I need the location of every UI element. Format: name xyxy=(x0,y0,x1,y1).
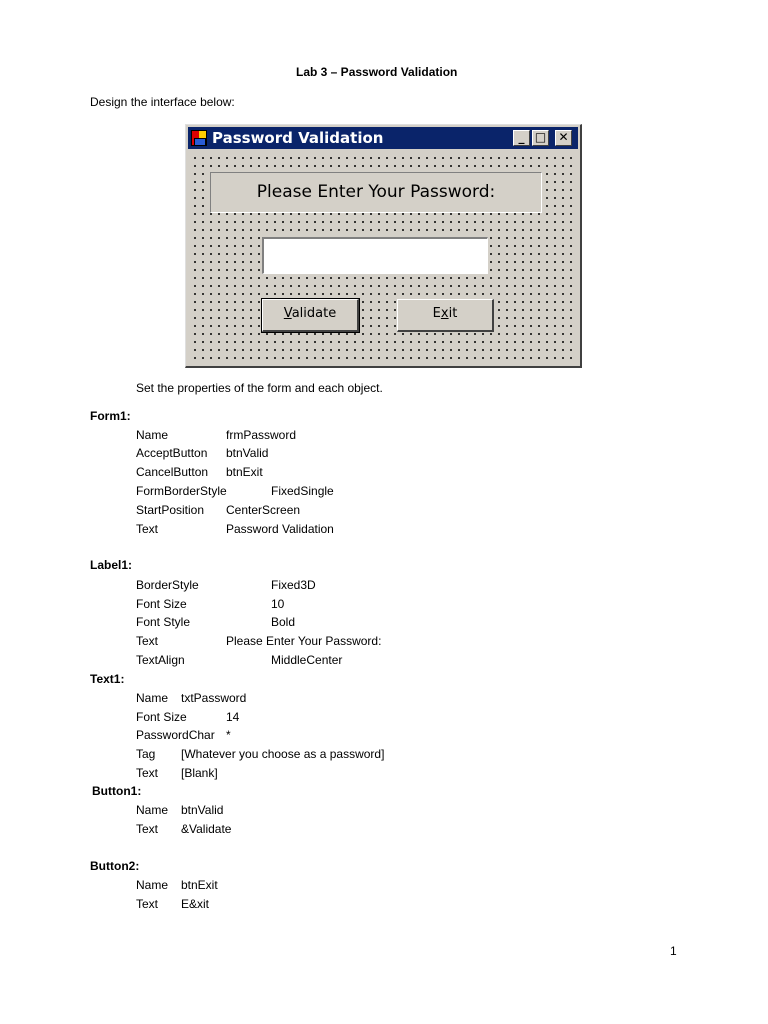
property-value: 14 xyxy=(226,710,240,724)
property-name: Tag xyxy=(136,747,156,761)
property-name: StartPosition xyxy=(136,503,205,517)
property-name: Name xyxy=(136,691,169,705)
property-name: Text xyxy=(136,897,159,911)
property-value: E&xit xyxy=(181,897,210,911)
property-value: [Whatever you choose as a password] xyxy=(181,747,385,761)
property-value: Fixed3D xyxy=(271,578,316,592)
password-prompt-label: Please Enter Your Password: xyxy=(210,172,542,213)
property-value: 10 xyxy=(271,597,285,611)
property-value: &Validate xyxy=(181,822,232,836)
intro-text: Design the interface below: xyxy=(90,95,235,109)
property-value: MiddleCenter xyxy=(271,653,343,667)
property-name: Font Size xyxy=(136,597,187,611)
section-heading-form1: Form1: xyxy=(90,409,131,423)
property-value: FixedSingle xyxy=(271,484,334,498)
window-titlebar xyxy=(188,127,578,149)
instruction-text: Set the properties of the form and each object. xyxy=(136,381,383,395)
property-name: Text xyxy=(136,634,159,648)
property-value: * xyxy=(226,728,231,742)
property-value: btnValid xyxy=(181,803,224,817)
property-name: CancelButton xyxy=(136,465,209,479)
property-value: [Blank] xyxy=(181,766,218,780)
app-icon xyxy=(191,130,207,146)
property-name: Font Style xyxy=(136,615,191,629)
form-designer-window xyxy=(185,124,582,368)
property-name: Text xyxy=(136,766,159,780)
exit-button[interactable]: Exit xyxy=(397,299,494,332)
property-name: Text xyxy=(136,822,159,836)
section-heading-button2: Button2: xyxy=(90,859,140,873)
minimize-icon[interactable]: _ xyxy=(513,130,530,146)
property-name: Name xyxy=(136,803,169,817)
property-name: TextAlign xyxy=(136,653,185,667)
property-value: frmPassword xyxy=(226,428,297,442)
document-title: Lab 3 – Password Validation xyxy=(296,65,458,79)
property-name: Text xyxy=(136,522,159,536)
property-name: PasswordChar xyxy=(136,728,215,742)
property-value: Please Enter Your Password: xyxy=(226,634,382,648)
property-value: btnExit xyxy=(181,878,218,892)
page-number: 1 xyxy=(670,944,677,958)
window-title: Password Validation xyxy=(212,129,384,147)
property-value: CenterScreen xyxy=(226,503,301,517)
property-name: Name xyxy=(136,878,169,892)
section-heading-text1: Text1: xyxy=(90,672,125,686)
property-name: FormBorderStyle xyxy=(136,484,227,498)
property-value: btnValid xyxy=(226,446,269,460)
property-value: btnExit xyxy=(226,465,263,479)
property-value: txtPassword xyxy=(181,691,247,705)
close-icon[interactable]: ✕ xyxy=(555,130,572,146)
property-name: AcceptButton xyxy=(136,446,208,460)
maximize-icon[interactable]: □ xyxy=(532,130,549,146)
section-heading-button1: Button1: xyxy=(92,784,142,798)
password-input[interactable] xyxy=(262,237,488,274)
form-client-area xyxy=(188,151,578,364)
section-heading-label1: Label1: xyxy=(90,558,133,572)
validate-button[interactable]: Validate xyxy=(262,299,359,332)
property-name: Font Size xyxy=(136,710,187,724)
property-name: Name xyxy=(136,428,169,442)
property-value: Bold xyxy=(271,615,296,629)
property-value: Password Validation xyxy=(226,522,334,536)
property-name: BorderStyle xyxy=(136,578,199,592)
